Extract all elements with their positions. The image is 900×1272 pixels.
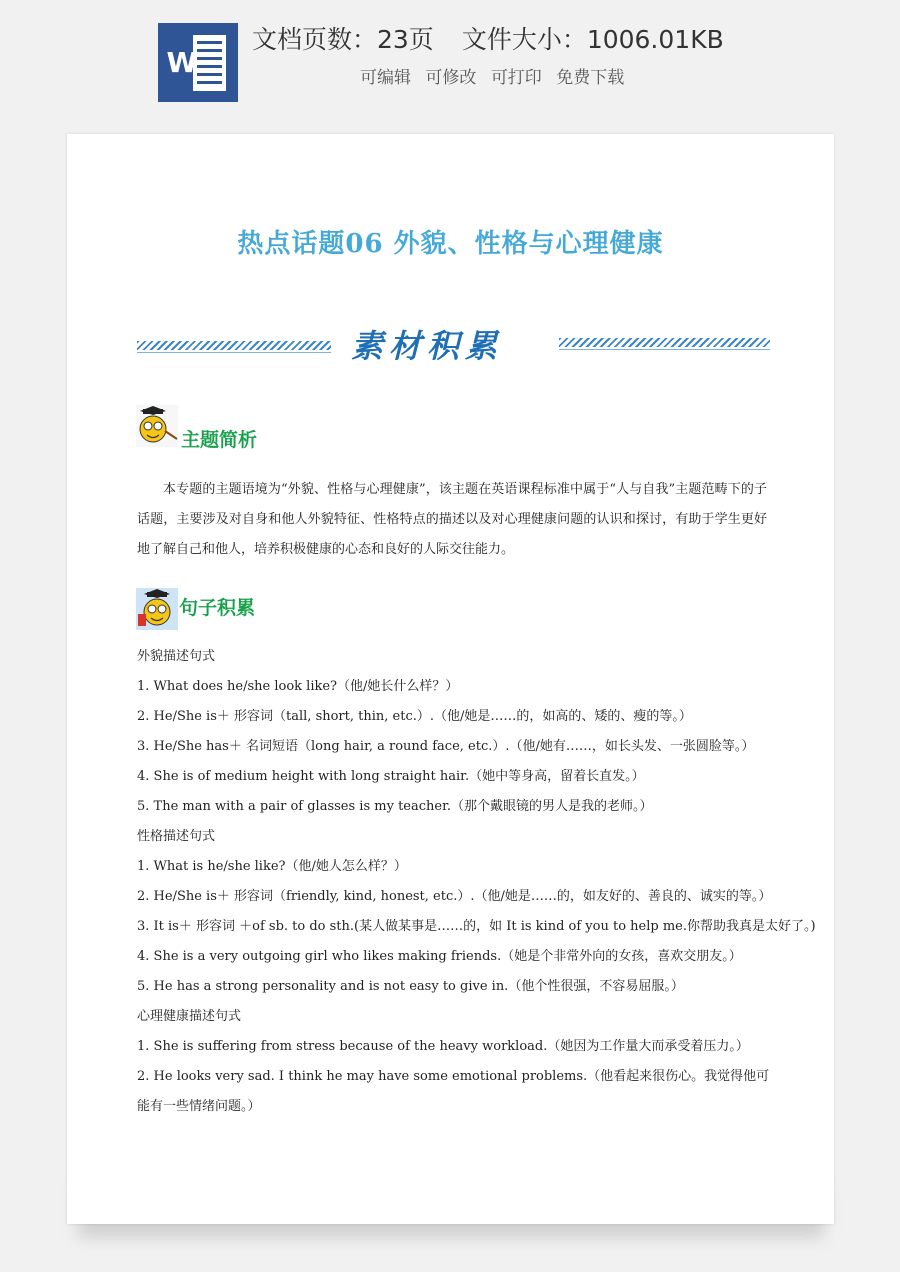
list-item: 5. He has a strong personality and is not easy to give in.（他个性很强，不容易屈服。） bbox=[137, 979, 684, 994]
mascot-teacher-icon bbox=[136, 405, 178, 447]
word-icon-line bbox=[197, 41, 222, 44]
feature-free-download: 免费下载 bbox=[556, 68, 625, 88]
word-icon-letter: W bbox=[166, 46, 198, 79]
page-count: 文档页数：23页 bbox=[252, 25, 434, 54]
banner-decoration-right bbox=[559, 338, 770, 347]
word-icon-line bbox=[197, 73, 222, 76]
section-heading-theme-analysis: 主题简析 bbox=[181, 429, 258, 451]
paragraph-text: 本专题的主题语境为“外貌、性格与心理健康”，该主题在英语课程标准中属于“人与自我”主题范畴下的子话题，主要涉及对自身和他人外貌特征、性格特点的描述以及对心理健康问题的认识和探讨，有助于学生更好地了解自己和他人，培养积极健康的心态和良好的人际交往能力。 bbox=[137, 482, 767, 557]
list-item: 3. It is＋ 形容词 ＋of sb. to do sth.(某人做某事是……的，如 It is kind of you to help me.你帮助我真是太好了。) bbox=[137, 919, 816, 934]
theme-analysis-paragraph bbox=[137, 475, 767, 565]
list-item: 4. She is of medium height with long straight hair.（她中等身高，留着长直发。） bbox=[137, 769, 645, 784]
subheading-mental-health: 心理健康描述句式 bbox=[137, 1009, 242, 1024]
list-item: 3. He/She has＋ 名词短语（long hair, a round face, etc.）.（他/她有……，如长头发、一张圆脸等。） bbox=[137, 739, 755, 754]
list-item: 1. She is suffering from stress because of the heavy workload.（她因为工作量大而承受着压力。） bbox=[137, 1039, 749, 1054]
list-item: 4. She is a very outgoing girl who likes making friends.（她是个非常外向的女孩，喜欢交朋友。） bbox=[137, 949, 742, 964]
feature-modifiable: 可修改 bbox=[425, 68, 477, 88]
document-page bbox=[67, 134, 834, 1224]
document-features bbox=[360, 66, 760, 90]
feature-printable: 可打印 bbox=[490, 68, 542, 88]
document-stats bbox=[252, 22, 852, 58]
mascot-student-icon bbox=[136, 588, 178, 630]
list-item: 2. He/She is＋ 形容词（tall, short, thin, etc.）.（他/她是……的，如高的、矮的、瘦的等。） bbox=[137, 709, 692, 724]
word-icon-line bbox=[197, 49, 222, 52]
sentence-list bbox=[137, 642, 816, 1122]
list-item: 5. The man with a pair of glasses is my teacher.（那个戴眼镜的男人是我的老师。） bbox=[137, 799, 653, 814]
section-heading-sentence-accumulation: 句子积累 bbox=[179, 597, 256, 619]
subheading-appearance: 外貌描述句式 bbox=[137, 649, 216, 664]
list-item: 2. He looks very sad. I think he may have some emotional problems.（他看起来很伤心。我觉得他可能有一些情绪问题。） bbox=[137, 1069, 770, 1114]
file-size: 文件大小：1006.01KB bbox=[461, 25, 724, 54]
banner-decoration-left bbox=[137, 341, 331, 350]
document-title: 热点话题06 外貌、性格与心理健康 bbox=[237, 229, 664, 259]
list-item: 2. He/She is＋ 形容词（friendly, kind, honest, etc.）.（他/她是……的，如友好的、善良的、诚实的等。） bbox=[137, 889, 772, 904]
banner-title: 素材积累 bbox=[350, 327, 503, 365]
word-icon-line bbox=[197, 57, 222, 60]
word-icon-line bbox=[197, 65, 222, 68]
word-document-icon bbox=[158, 23, 238, 102]
word-icon-line bbox=[197, 81, 222, 84]
subheading-personality: 性格描述句式 bbox=[137, 829, 216, 844]
document-info-header bbox=[0, 0, 900, 118]
list-item: 1. What is he/she like?（他/她人怎么样？） bbox=[137, 859, 407, 874]
list-item: 1. What does he/she look like?（他/她长什么样？） bbox=[137, 679, 459, 694]
feature-editable: 可编辑 bbox=[360, 68, 411, 88]
